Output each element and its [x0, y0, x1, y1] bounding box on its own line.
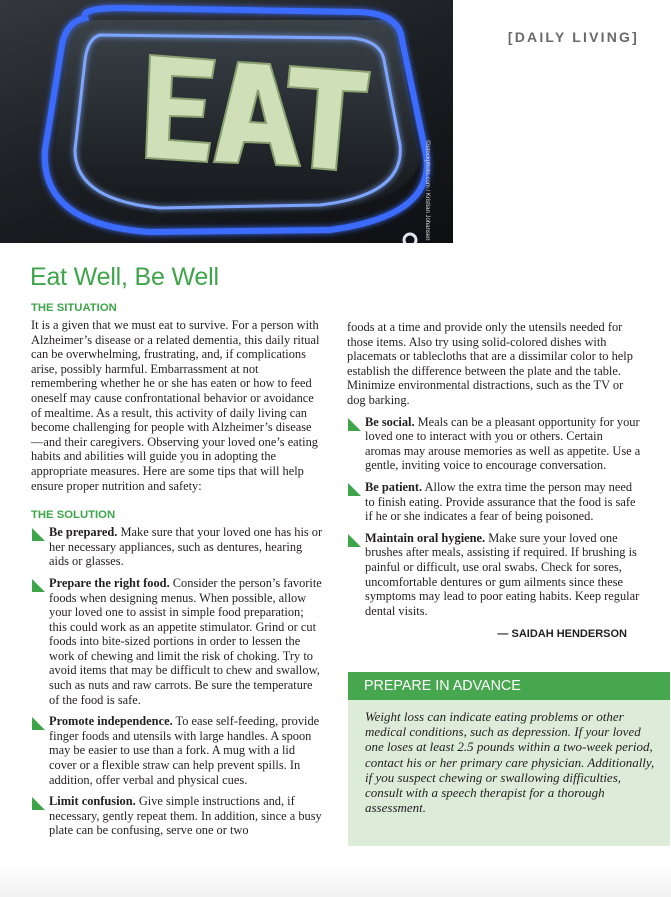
bullet-triangle-icon — [348, 534, 361, 547]
tip-limit-confusion — [31, 794, 323, 838]
tip-text: Meals can be a pleasant opportunity for your loved one to interact with you or others. Certain aromas may arouse memories as well as appetite. Use a gentle, inviting voice to encourage conversation. — [365, 414, 641, 473]
tip-prepare-right-food — [31, 576, 323, 707]
tip-text: Allow the extra time the person may need to finish eating. Provide assurance that the food is safe if he or she indicates a fear of being poisoned. — [365, 479, 636, 524]
photo-credit: ©istockphoto.com / Kristian Johansen — [424, 140, 430, 241]
prepare-in-advance-sidebar — [348, 672, 670, 846]
left-column — [31, 302, 323, 838]
tip-lead: Limit confusion. — [49, 794, 136, 809]
neon-eat-sign-illustration — [0, 0, 453, 243]
continued-text: foods at a time and provide only the utensils needed for those items. Also try using solid-colored dishes with placemats or tablecloths that are a dissimilar color to help establish the difference between the plate and the table. Minimize environmental distractions, such as the TV or dog barking. — [347, 320, 633, 407]
tip-text: Make sure your loved one brushes after meals, assisting if required. If brushing is painful or difficult, use oral swabs. Check for sores, uncomfortable dentures or gum ailments since these symptoms may lead to poor eating habits. Keep regular dental visits. — [365, 530, 640, 618]
byline: — SAIDAH HENDERSON — [497, 628, 627, 641]
sidebar-heading: PREPARE IN ADVANCE — [348, 672, 670, 700]
situation-text: It is a given that we must eat to survive. For a person with Alzheimer’s disease or a related dementia, this daily ritual can be overwhelming, frustrating, and, if complications arise, possibly harmful. Embarrassment at not remembering whether he or she has eaten or how to feed oneself may cause confrontational behavior or avoidance of mealtime. As a result, this activity of daily living can become challenging for people with Alzheimer’s disease—and their caregivers. Observing your loved one’s eating habits and abilities will guide you in adopting the appropriate measures. Here are some tips that will help ensure proper nutrition and safety: — [31, 318, 320, 493]
right-column — [347, 320, 641, 640]
tip-lead: Prepare the right food. — [49, 575, 170, 590]
tip-text: Consider the person’s favorite foods when designing menus. When possible, allow your loved one to assist in simple food preparation; this could work as an appetite stimulator. Grind or cut foods into bite-sized portions in order to lessen the work of chewing and limit the risk of choking. Try to avoid items that may be difficult to chew and swallow, such as nuts and raw carrots. Be sure the temperature of the food is safe. — [49, 575, 322, 707]
bullet-triangle-icon — [32, 797, 45, 810]
tip-text: To ease self-feeding, provide finger foods and utensils with large handles. A spoon may be easier to use than a fork. A mug with a lid cover or a flexible straw can help prevent spills. In addition, offer verbal and physical cues. — [49, 714, 320, 787]
tip-be-social — [347, 415, 641, 473]
tip-promote-independence — [31, 714, 323, 787]
sidebar-text: Weight loss can indicate eating problems or other medical conditions, such as depression. If your loved one loses at least 2.5 pounds within a two-week period, contact his or her primary care physician. Additionally, if you suspect chewing or swallowing difficulties, consult with a speech therapist for a thorough assessment. — [365, 709, 655, 816]
section-label: [DAILY LIVING] — [507, 29, 639, 45]
tip-oral-hygiene — [347, 531, 641, 619]
tip-text: Give simple instructions and, if necessary, gently repeat them. In addition, since a busy plate can be confusing, serve one or two — [49, 794, 322, 838]
tip-lead: Maintain oral hygiene. — [365, 530, 486, 545]
article-title: Eat Well, Be Well — [30, 263, 219, 291]
eat-sign-photo — [0, 0, 453, 243]
bullet-triangle-icon — [32, 579, 45, 592]
bullet-triangle-icon — [348, 418, 361, 431]
bullet-triangle-icon — [348, 483, 361, 496]
page-footer-fade — [0, 862, 671, 897]
bullet-triangle-icon — [32, 528, 45, 541]
tip-be-patient — [347, 480, 641, 524]
tip-text: Make sure that your loved one has his or her necessary appliances, such as dentures, hearing aids or glasses. — [49, 525, 323, 569]
tip-be-prepared — [31, 525, 323, 569]
situation-heading: THE SITUATION — [31, 302, 117, 314]
tip-lead: Be patient. — [365, 479, 423, 494]
solution-heading: THE SOLUTION — [31, 509, 116, 522]
tip-lead: Promote independence. — [49, 714, 173, 729]
tip-lead: Be social. — [365, 414, 415, 429]
tip-lead: Be prepared. — [49, 525, 118, 540]
bullet-triangle-icon — [32, 717, 45, 730]
